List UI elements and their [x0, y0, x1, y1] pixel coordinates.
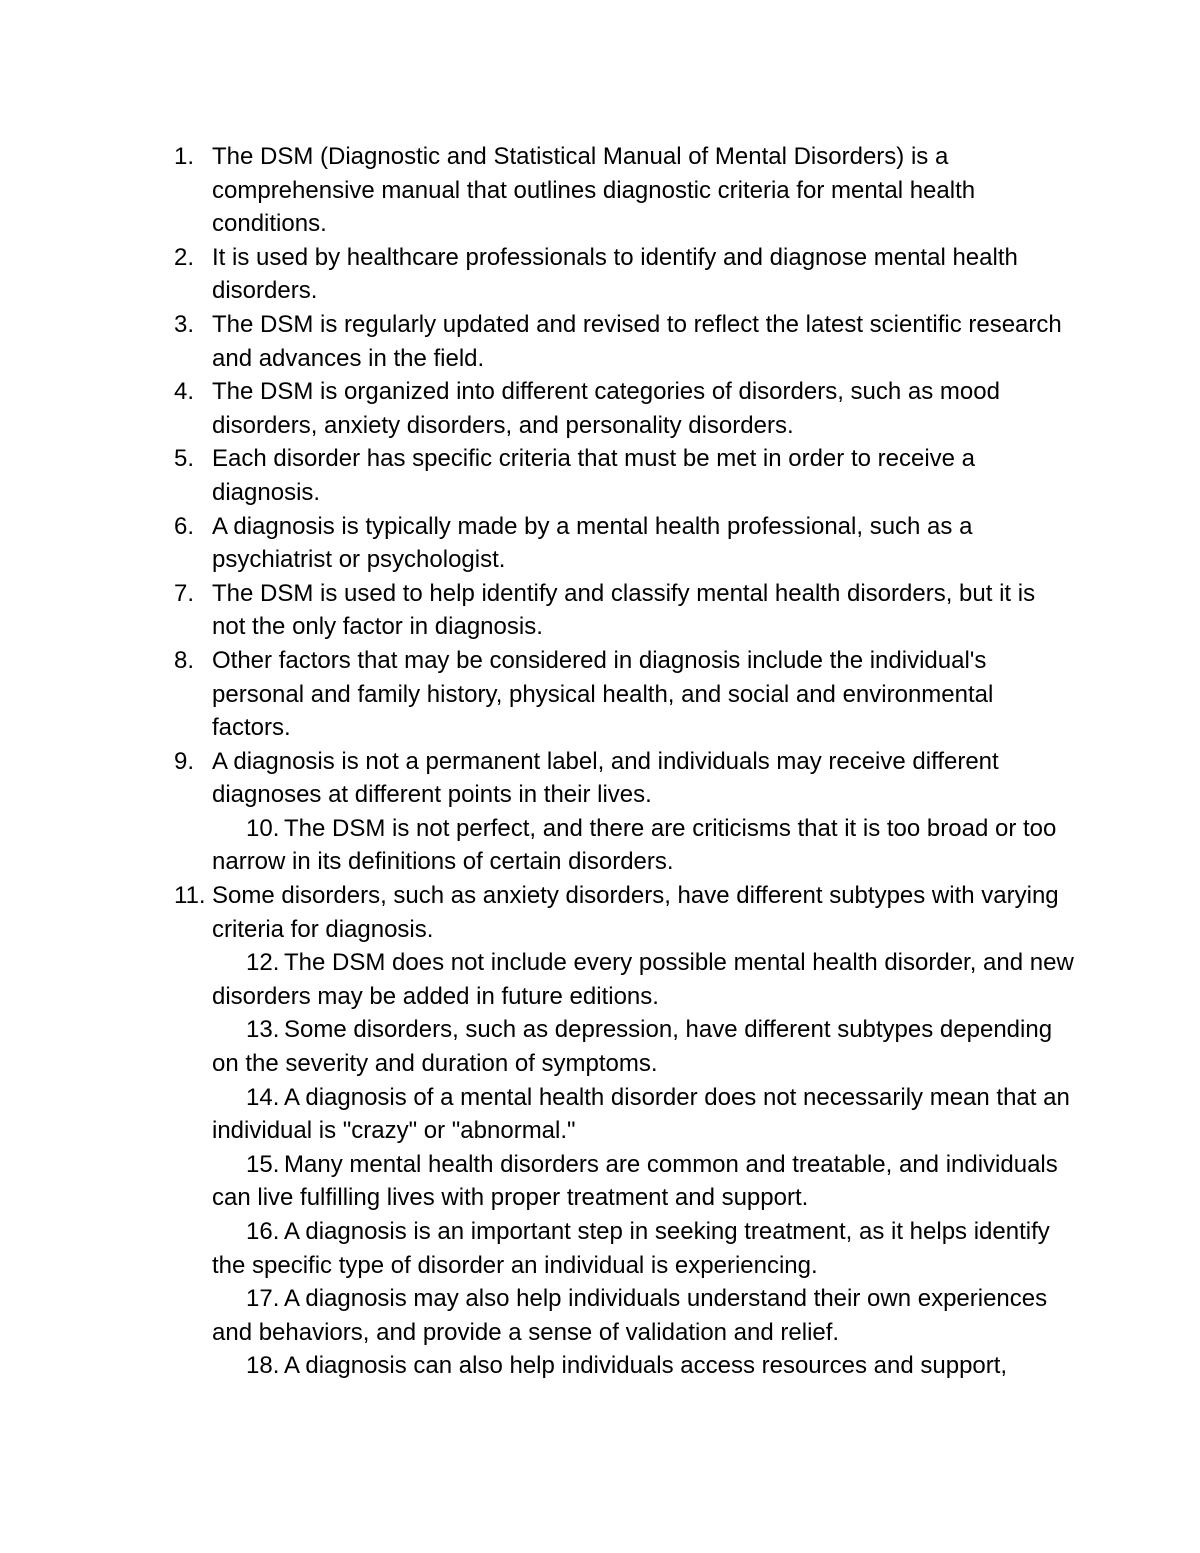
list-item	[174, 375, 1074, 442]
list-item	[174, 1148, 1074, 1215]
list-item	[174, 745, 1074, 812]
list-item	[174, 812, 1074, 879]
list-number: 4.	[174, 378, 195, 406]
list-number: 2.	[174, 243, 195, 271]
list-number: 14.	[246, 1083, 280, 1111]
list-text: Some disorders, such as depression, have different subtypes depending on the severity and duration of symptoms.	[212, 1016, 1053, 1078]
list-item	[174, 1349, 1074, 1383]
list-number: 5.	[174, 445, 195, 473]
list-text: The DSM is used to help identify and classify mental health disorders, but it is not the only factor in diagnosis.	[212, 579, 1036, 641]
list-text: Other factors that may be considered in diagnosis include the individual's personal and family history, physical health, and social and environmental factors.	[212, 646, 994, 742]
list-item	[174, 644, 1074, 745]
numbered-list	[174, 140, 1074, 1383]
list-number: 8.	[174, 646, 195, 674]
list-item	[174, 577, 1074, 644]
list-number: 16.	[246, 1218, 280, 1245]
list-number: 7.	[174, 579, 195, 607]
list-number: 1.	[174, 143, 195, 170]
list-text: A diagnosis can also help individuals access resources and support,	[284, 1352, 1008, 1380]
list-item	[174, 879, 1074, 946]
list-item	[174, 442, 1074, 509]
list-text: A diagnosis is an important step in seeking treatment, as it helps identify the specific type of disorder an individual is experiencing.	[212, 1218, 1050, 1279]
list-item	[174, 308, 1074, 375]
list-number: 18.	[246, 1352, 280, 1380]
list-text: A diagnosis of a mental health disorder does not necessarily mean that an individual is "crazy" or "abnormal."	[212, 1083, 1070, 1145]
list-number: 13.	[246, 1016, 280, 1044]
list-text: It is used by healthcare professionals to identify and diagnose mental health disorders.	[212, 243, 1018, 305]
list-text: The DSM (Diagnostic and Statistical Manual of Mental Disorders) is a comprehensive manual that outlines diagnostic criteria for mental health conditions.	[212, 143, 976, 238]
list-item	[174, 140, 1074, 241]
list-text: Some disorders, such as anxiety disorders, have different subtypes with varying criteria for diagnosis.	[212, 882, 1059, 943]
list-item	[174, 1081, 1074, 1148]
list-number: 10.	[246, 814, 280, 842]
list-text: The DSM does not include every possible mental health disorder, and new disorders may be added in future editions.	[212, 949, 1074, 1010]
list-item	[174, 1282, 1074, 1349]
list-number: 11.	[174, 882, 206, 910]
list-number: 15.	[246, 1150, 280, 1178]
list-number: 9.	[174, 747, 195, 775]
list-text: Each disorder has specific criteria that must be met in order to receive a diagnosis.	[212, 445, 976, 506]
list-text: The DSM is organized into different categories of disorders, such as mood disorders, anxiety disorders, and personality disorders.	[212, 378, 1000, 439]
list-item	[174, 1215, 1074, 1282]
list-text: The DSM is regularly updated and revised to reflect the latest scientific research and advances in the field.	[212, 310, 1062, 372]
list-text: The DSM is not perfect, and there are criticisms that it is too broad or too narrow in its definitions of certain disorders.	[212, 814, 1057, 876]
list-number: 3.	[174, 310, 195, 338]
list-item	[174, 510, 1074, 577]
list-number: 17.	[246, 1285, 280, 1313]
list-item	[174, 1013, 1074, 1080]
list-item	[174, 241, 1074, 308]
list-text: A diagnosis may also help individuals understand their own experiences and behaviors, and provide a sense of validation and relief.	[212, 1285, 1048, 1346]
list-text: A diagnosis is not a permanent label, and individuals may receive different diagnoses at different points in their lives.	[212, 747, 999, 809]
list-number: 6.	[174, 512, 195, 540]
list-text: A diagnosis is typically made by a mental health professional, such as a psychiatrist or psychologist.	[212, 512, 973, 574]
list-text: Many mental health disorders are common and treatable, and individuals can live fulfilling lives with proper treatment and support.	[212, 1150, 1058, 1212]
list-number: 12.	[246, 949, 280, 977]
list-item	[174, 946, 1074, 1013]
